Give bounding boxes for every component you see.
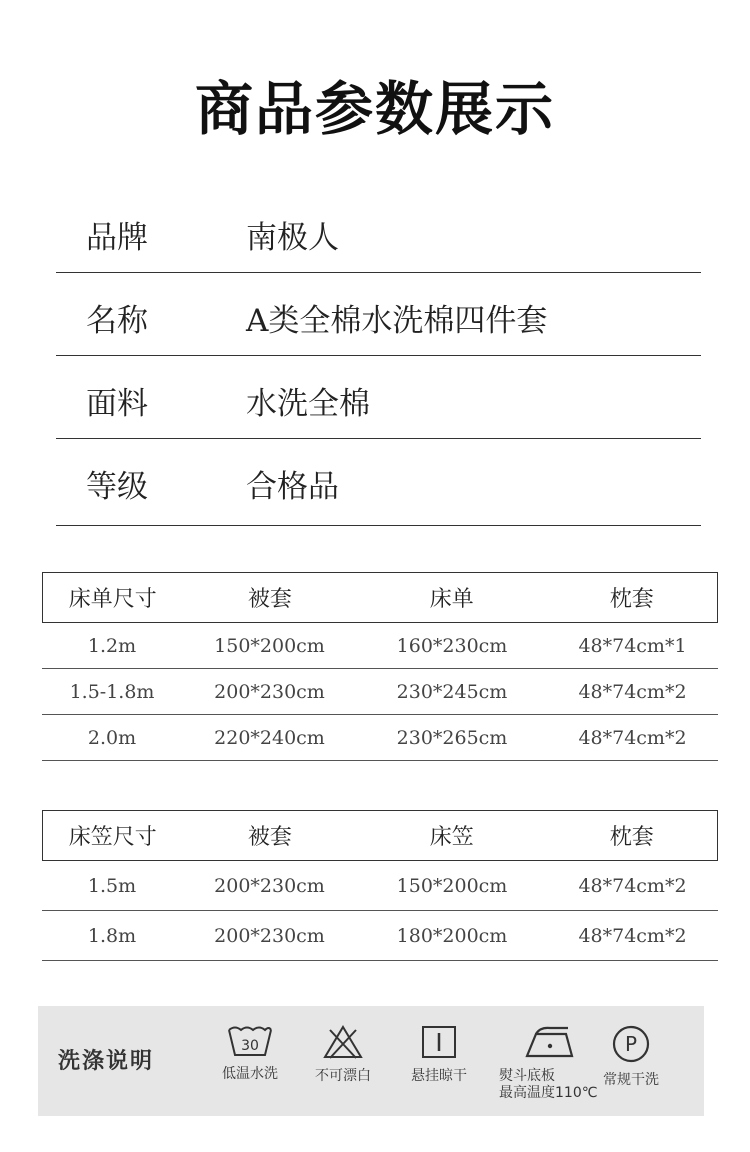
- param-row-brand: [56, 190, 701, 273]
- table-header-cell: 被套: [247, 587, 292, 612]
- table-row: [42, 669, 718, 715]
- table-cell: 48*74cm*2: [578, 874, 687, 897]
- table-cell: 48*74cm*2: [578, 726, 687, 749]
- wash-label: 悬挂晾干: [411, 1068, 467, 1084]
- bed-sheet-size-table: [42, 572, 718, 761]
- param-label: 等级: [86, 469, 148, 505]
- table-cell: 230*265cm: [396, 726, 508, 749]
- table-cell: 48*74cm*2: [578, 924, 687, 947]
- wash-item-hang-dry: [403, 1024, 475, 1085]
- hang-dry-icon: [420, 1024, 458, 1060]
- param-value: A类全棉水洗棉四件套: [246, 303, 548, 339]
- wash-item-iron: [496, 1024, 604, 1102]
- param-row-fabric: [56, 356, 701, 439]
- table-cell: 200*230cm: [214, 874, 325, 897]
- table-cell: 230*245cm: [396, 680, 508, 703]
- wash-label: 不可漂白: [315, 1068, 371, 1084]
- wash-label: 低温水洗: [222, 1066, 278, 1082]
- table-cell: 200*230cm: [214, 924, 325, 947]
- wash-label: [496, 1068, 604, 1102]
- param-label: 名称: [86, 303, 148, 339]
- table-header-row: [42, 810, 718, 861]
- wash-item-no-bleach: [308, 1024, 378, 1085]
- dry-clean-text: P: [624, 1032, 638, 1056]
- table-cell: 48*74cm*1: [578, 634, 687, 657]
- no-bleach-icon: [322, 1024, 364, 1060]
- wash-instructions: [38, 1006, 704, 1116]
- table-row: [42, 911, 718, 961]
- wash-temp-text: 30: [241, 1038, 259, 1054]
- iron-label-line1: 熨斗底板: [499, 1068, 555, 1084]
- table-header-cell: 枕套: [609, 587, 654, 612]
- fitted-sheet-size-table: [42, 810, 718, 961]
- page-title: 商品参数展示: [194, 75, 555, 143]
- param-value: 水洗全棉: [246, 386, 370, 422]
- dry-clean-p-icon: [611, 1024, 651, 1064]
- table-header-cell: 被套: [247, 825, 292, 850]
- table-cell: 220*240cm: [214, 726, 325, 749]
- param-list: [56, 190, 701, 526]
- wash-30-icon: [226, 1024, 274, 1058]
- wash-title: 洗涤说明: [58, 1049, 155, 1074]
- table-cell: 1.8m: [87, 924, 137, 947]
- table-header-cell: 床单尺寸: [68, 587, 157, 612]
- table-header-cell: 床笠: [429, 825, 474, 850]
- param-label: 品牌: [86, 220, 148, 256]
- table-row: [42, 861, 718, 911]
- table-header-cell: 床单: [429, 587, 474, 612]
- param-row-name: [56, 273, 701, 356]
- table-header-row: [42, 572, 718, 623]
- table-row: [42, 715, 718, 761]
- iron-label-line2: 最高温度110℃: [499, 1085, 598, 1101]
- table-cell: 200*230cm: [214, 680, 325, 703]
- table-cell: 48*74cm*2: [578, 680, 687, 703]
- table-row: [42, 623, 718, 669]
- param-row-grade: [56, 439, 701, 526]
- table-header-cell: 床笠尺寸: [68, 825, 157, 850]
- table-cell: 180*200cm: [396, 924, 508, 947]
- param-value: 合格品: [246, 469, 339, 505]
- wash-item-dry-clean: [594, 1024, 668, 1089]
- table-cell: 150*200cm: [214, 634, 325, 657]
- param-value: 南极人: [246, 220, 339, 256]
- table-cell: 160*230cm: [396, 634, 508, 657]
- table-header-cell: 枕套: [609, 825, 654, 850]
- table-cell: 1.5-1.8m: [69, 680, 155, 703]
- wash-item-low-temp: [212, 1024, 288, 1083]
- table-cell: 1.5m: [87, 874, 137, 897]
- table-cell: 150*200cm: [396, 874, 508, 897]
- iron-icon: [522, 1024, 578, 1060]
- table-cell: 2.0m: [87, 726, 137, 749]
- table-cell: 1.2m: [87, 634, 137, 657]
- wash-label: 常规干洗: [603, 1072, 659, 1088]
- param-label: 面料: [86, 386, 148, 422]
